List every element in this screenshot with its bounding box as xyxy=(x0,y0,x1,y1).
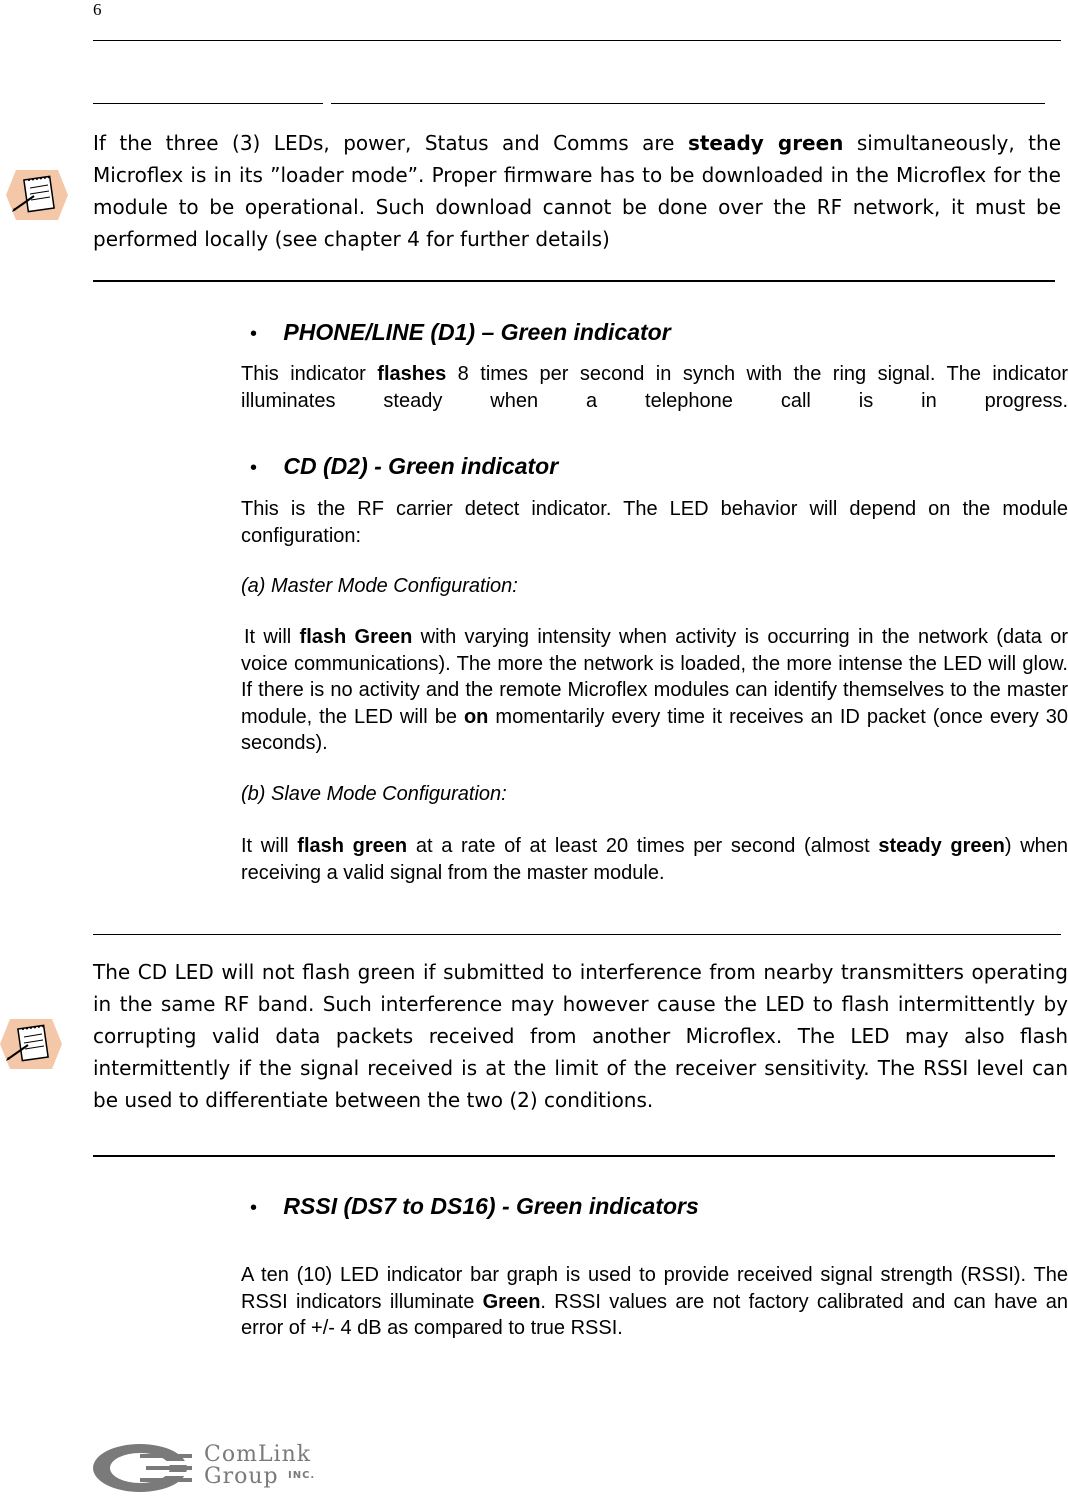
rssi-paragraph xyxy=(241,1262,1068,1342)
master-mode-label: (a) Master Mode Configuration: xyxy=(241,575,518,597)
note1-bold: steady green xyxy=(687,131,844,155)
phone-line-p1-after: 8 times per second in synch with the ring signal. The indicator illuminates steady when a telephone call is in progress. xyxy=(241,363,1068,412)
slave-mid: at a rate of at least 20 times per second (almost xyxy=(407,835,879,857)
master-bold2: on xyxy=(463,705,489,728)
slave-after: ) when receiving a valid signal from the master module. xyxy=(241,835,1068,884)
master-bold1: flash Green xyxy=(299,626,413,648)
slave-mode-paragraph xyxy=(241,833,1068,886)
note1-top-rule-left xyxy=(93,103,323,104)
master-mode-paragraph xyxy=(241,624,1068,757)
slave-before: It will xyxy=(241,835,298,857)
cd-heading xyxy=(250,453,558,480)
phone-line-heading xyxy=(250,319,671,346)
rssi-heading-text: RSSI (DS7 to DS16) - Green indicators xyxy=(283,1193,699,1219)
comlink-logo-mark xyxy=(92,1442,192,1494)
note2-bottom-rule xyxy=(93,1155,1055,1157)
rssi-p-bold: Green xyxy=(482,1290,541,1313)
master-mid: with varying intensity when activity is occurring in the network (data or voice communications). The more the network is loaded, the more intense the LED will glow. If there is no activity and the remote Microflex modules can identify themselves to the master module, the LED will be xyxy=(241,626,1068,728)
rssi-heading xyxy=(250,1193,699,1220)
slave-bold1: flash green xyxy=(297,835,408,857)
cd-heading-text: CD (D2) - Green indicator xyxy=(283,453,559,479)
phone-line-heading-text: PHONE/LINE (D1) – Green indicator xyxy=(283,319,671,345)
note1-text-before: If the three (3) LEDs, power, Status and Comms are xyxy=(93,131,688,155)
logo-line2: Group xyxy=(204,1464,279,1489)
note1-top-rule-right xyxy=(331,103,1045,104)
bullet-icon: • xyxy=(250,1197,258,1219)
note2-top-rule xyxy=(93,934,1061,935)
logo-line1: ComLink xyxy=(204,1442,312,1467)
slave-mode-label: (b) Slave Mode Configuration: xyxy=(241,783,507,805)
note1-bottom-rule xyxy=(93,280,1055,282)
note2-text: The CD LED will not flash green if submitted to interference from nearby transmitters operating in the same RF band. Such interference may however cause the LED to flash intermittently by corrupting valid data packets received from another Microflex. The LED may also flash intermittently if the signal received is at the limit of the receiver sensitivity. The RSSI level can be used to differentiate between the two (2) conditions. xyxy=(93,960,1068,1112)
phone-line-p1-before: This indicator xyxy=(241,363,378,385)
phone-line-p1-bold: flashes xyxy=(377,363,447,385)
note1-text-after: simultaneously, the Microflex is in its ”loader mode”. Proper firmware has to be downloaded in the Microflex for the module to be operational. Such download cannot be done over the RF network, it must be performed locally (see chapter 4 for further details) xyxy=(93,131,1061,251)
bullet-icon: • xyxy=(250,457,258,479)
page-number: 6 xyxy=(93,0,102,19)
logo-suffix: INC. xyxy=(288,1470,316,1481)
header-rule xyxy=(93,40,1061,41)
rssi-p-after: . RSSI values are not factory calibrated and can have an error of +/- 4 dB as compared to true RSSI. xyxy=(241,1290,1068,1339)
master-before: It will xyxy=(244,626,300,648)
notepad-icon xyxy=(6,166,68,224)
comlink-logo xyxy=(92,1440,322,1494)
note1-text xyxy=(93,127,1061,255)
slave-bold2: steady green xyxy=(878,835,1005,857)
rssi-p-before: A ten (10) LED indicator bar graph is used to provide received signal strength (RSSI). The RSSI indicators illuminate xyxy=(241,1264,1068,1313)
phone-line-paragraph xyxy=(241,361,1068,414)
notepad-icon xyxy=(0,1015,62,1073)
cd-intro-paragraph: This is the RF carrier detect indicator. The LED behavior will depend on the module configuration: xyxy=(241,498,1068,547)
bullet-icon: • xyxy=(250,323,258,345)
master-after: momentarily every time it receives an ID packet (once every 30 seconds). xyxy=(241,705,1068,754)
